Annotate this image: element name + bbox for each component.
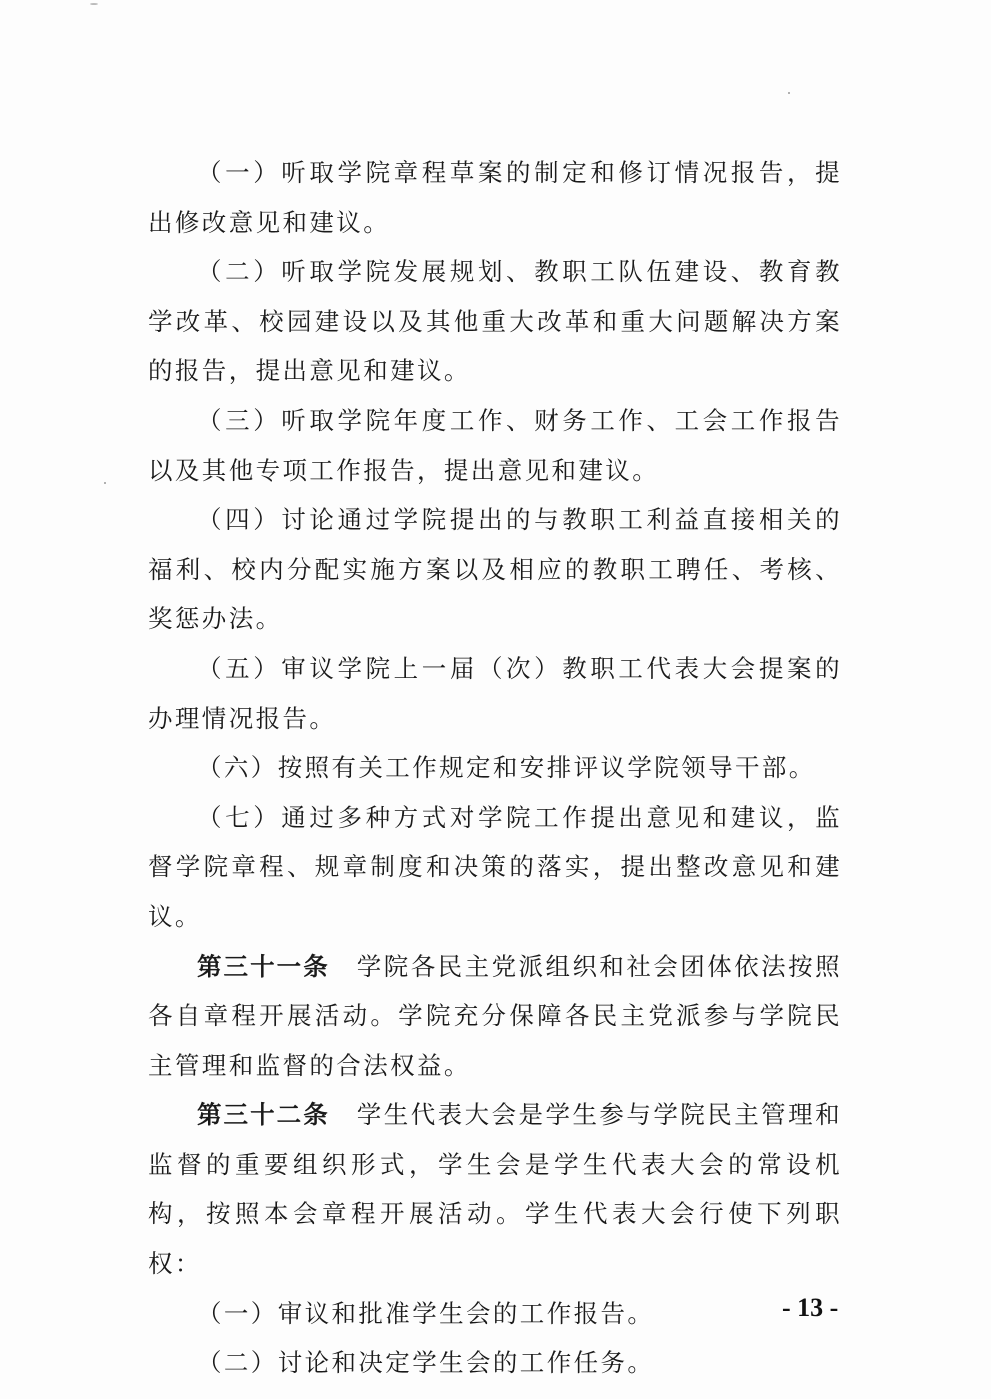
paragraph-text: （五）审议学院上一届（次）教职工代表大会提案的办理情况报告。 [148,653,842,733]
paragraph-text: （三）听取学院年度工作、财务工作、工会工作报告以及其他专项工作报告，提出意见和建议。 [148,405,842,485]
paragraph-item-9 [148,1338,842,1388]
paragraph-text: （二）听取学院发展规划、教职工队伍建设、教育教学改革、校园建设以及其他重大改革和重大问题解决方案的报告，提出意见和建议。 [148,257,842,386]
paragraph-item-2 [148,247,842,396]
article-spacer [330,952,357,981]
paragraph-item-4 [148,495,842,644]
paragraph-item-7 [148,793,842,942]
article-spacer [330,1100,357,1129]
paragraph-text: （七）通过多种方式对学院工作提出意见和建议，监督学院章程、规章制度和决策的落实，提出整改意见和建议。 [148,802,842,931]
article-heading: 第三十二条 [197,1100,330,1130]
article-heading: 第三十一条 [197,951,330,981]
paragraph-item-1 [148,148,842,247]
paragraph-text: 学生代表大会是学生参与学院民主管理和监督的重要组织形式，学生会是学生代表大会的常设机构，按照本会章程开展活动。学生代表大会行使下列职权： [148,1100,843,1279]
paragraph-item-5 [148,644,842,743]
paragraph-item-6 [148,743,842,793]
paragraph-text: （六）按照有关工作规定和安排评议学院领导干部。 [197,753,816,783]
paragraph-text: （四）讨论通过学院提出的与教职工利益直接相关的福利、校内分配实施方案以及相应的教职工聘任、考核、奖惩办法。 [148,505,842,634]
paragraph-item-3 [148,396,842,495]
scan-speck [104,482,106,484]
paragraph-text: （二）讨论和决定学生会的工作任务。 [197,1348,655,1378]
article-31 [148,942,842,1091]
paragraph-item-8 [148,1289,842,1339]
paragraph-text: （一）审议和批准学生会的工作报告。 [197,1298,655,1328]
body-text [148,148,842,1388]
scan-speck [788,92,790,94]
scan-speck [90,3,98,5]
page-number: - 13 - [782,1293,839,1322]
paragraph-text: 学院各民主党派组织和社会团体依法按照各自章程开展活动。学院充分保障各民主党派参与学院民主管理和监督的合法权益。 [148,951,843,1080]
paragraph-text: （一）听取学院章程草案的制定和修订情况报告，提出修改意见和建议。 [148,158,842,237]
article-32 [148,1090,842,1288]
